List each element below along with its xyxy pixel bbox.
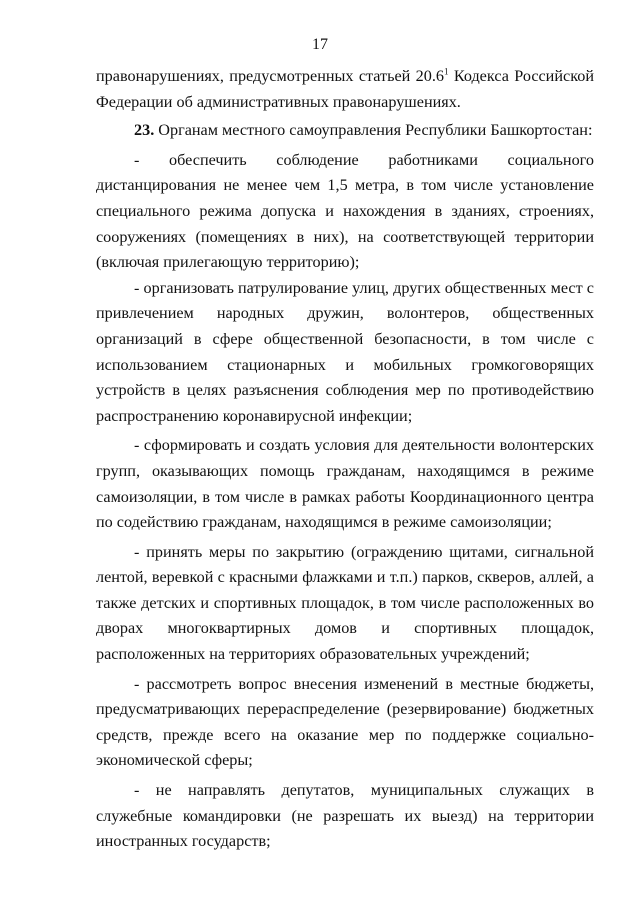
intro-paragraph: [96, 64, 594, 115]
section-number: 23.: [134, 121, 155, 140]
page-number: 17: [312, 36, 328, 53]
list-item: - сформировать и создать условия для деятельности волонтерских групп, оказывающих помощь гражданам, находящимся в режиме самоизоляции, в том числе в рамках работы Координационного центра по содействию гражданам, находящимся в режиме самоизоляции;: [96, 436, 594, 532]
intro-text: правонарушениях, предусмотренных статьей 20.6: [96, 67, 444, 85]
list-item: - обеспечить соблюдение работниками социального дистанцирования не менее чем 1,5 метра, в том числе установление специального режима допуска и нахождения в зданиях, строениях, сооружениях (помещениях в них), на соответствующей территории (включая прилегающую территорию);: [96, 150, 594, 272]
list-item: - не направлять депутатов, муниципальных служащих в служебные командировки (не разрешать их выезд) на территории иностранных государств;: [96, 781, 594, 851]
list-item: - организовать патрулирование улиц, других общественных мест с привлечением народных дружин, волонтеров, общественных организаций в сфере общественной безопасности, в том числе с использованием стационарных и мобильных громкоговорящих устройств в целях разъяснения соблюдения мер по противодействию распространению коронавирусной инфекции;: [96, 278, 594, 425]
document-body: [96, 64, 594, 855]
section-heading: [96, 118, 594, 144]
list-item: - рассмотреть вопрос внесения изменений в местные бюджеты, предусматривающих перераспределение (резервирование) бюджетных средств, прежде всего на оказание мер по поддержке социально-экономической сферы;: [96, 674, 594, 770]
article-superscript: 1: [444, 66, 449, 77]
list-item: - принять меры по закрытию (ограждению щитами, сигнальной лентой, веревкой с красными флажками и т.п.) парков, скверов, аллей, а также детских и спортивных площадок, в том числе расположенных во дворах многоквартирных домов и спортивных площадок, расположенных на территориях образовательных учреждений;: [96, 542, 594, 664]
intro-text-end: Кодекса Российской Федерации об административных правонарушениях.: [96, 67, 594, 111]
section-title: Органам местного самоуправления Республики Башкортостан:: [154, 121, 593, 140]
